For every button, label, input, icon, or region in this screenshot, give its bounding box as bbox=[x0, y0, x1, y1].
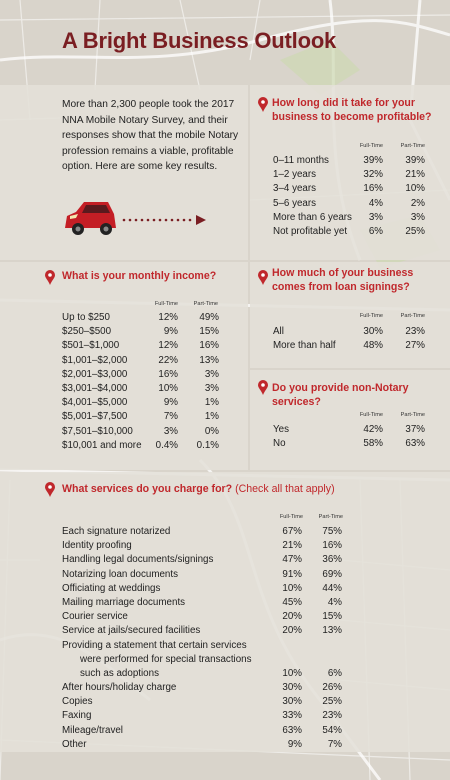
question-profitable: How long did it take for your business to become profitable? bbox=[272, 97, 432, 123]
table-row bbox=[62, 354, 242, 368]
value-part-time: 10% bbox=[405, 183, 425, 195]
value-part-time: 23% bbox=[405, 326, 425, 337]
table-row bbox=[62, 382, 242, 396]
question-services-text: What services do you charge for? bbox=[62, 483, 233, 495]
row-label: Other bbox=[62, 738, 87, 750]
value-part-time: 15% bbox=[199, 326, 219, 338]
value-part-time: 7% bbox=[327, 738, 342, 750]
value-full-time: 0.4% bbox=[155, 439, 178, 451]
value-full-time: 47% bbox=[282, 554, 302, 566]
value-part-time: 49% bbox=[199, 312, 219, 323]
header-part-time: Part-Time bbox=[318, 514, 343, 520]
value-full-time: 30% bbox=[282, 696, 302, 708]
row-label: 1–2 years bbox=[273, 169, 317, 181]
header-part-time: Part-Time bbox=[400, 412, 425, 418]
table-row bbox=[62, 653, 352, 667]
table-row bbox=[62, 539, 352, 553]
value-full-time: 3% bbox=[163, 425, 178, 437]
header-full-time: Full-Time bbox=[359, 313, 383, 319]
row-label: Handling legal documents/signings bbox=[62, 554, 214, 566]
table-row bbox=[273, 197, 443, 211]
row-label: Notarizing loan documents bbox=[62, 568, 178, 580]
value-full-time: 4% bbox=[368, 197, 383, 209]
row-label: $10,001 and more bbox=[62, 439, 142, 451]
value-full-time: 45% bbox=[282, 596, 302, 608]
arrow-right-icon bbox=[196, 215, 206, 225]
table-row bbox=[62, 681, 352, 695]
row-label: Up to $250 bbox=[62, 312, 110, 323]
table-row bbox=[62, 425, 242, 439]
table-nonnotary bbox=[273, 423, 443, 451]
value-full-time: 10% bbox=[282, 582, 302, 594]
value-part-time: 26% bbox=[322, 682, 342, 694]
value-full-time: 7% bbox=[163, 411, 178, 423]
value-part-time: 54% bbox=[322, 724, 342, 736]
row-label: such as adoptions bbox=[80, 667, 159, 679]
table-row bbox=[62, 553, 352, 567]
value-part-time: 1% bbox=[204, 397, 219, 409]
row-label: More than 6 years bbox=[273, 211, 352, 223]
table-row bbox=[62, 439, 242, 453]
value-part-time: 6% bbox=[327, 667, 342, 679]
table-row bbox=[273, 168, 443, 182]
header-part-time: Part-Time bbox=[193, 301, 218, 307]
value-full-time: 33% bbox=[282, 710, 302, 722]
table-row bbox=[273, 182, 443, 196]
value-full-time: 10% bbox=[282, 667, 302, 679]
row-label: Copies bbox=[62, 696, 93, 708]
value-full-time: 9% bbox=[287, 738, 302, 750]
car-icon bbox=[62, 196, 212, 246]
header-full-time: Full-Time bbox=[279, 514, 303, 520]
value-full-time: 22% bbox=[158, 354, 178, 366]
row-label: Yes bbox=[273, 424, 289, 435]
row-label: Identity proofing bbox=[62, 540, 132, 552]
table-row bbox=[62, 639, 352, 653]
table-row bbox=[273, 211, 443, 225]
question-income: What is your monthly income? bbox=[62, 270, 217, 282]
value-full-time: 3% bbox=[368, 211, 383, 223]
intro-text: More than 2,300 people took the 2017 NNA Mobile Notary Survey, and their responses show that the mobile Notary profession remains a viable, profitable option. Here are some key results. bbox=[62, 99, 239, 172]
row-label: Providing a statement that certain services bbox=[62, 639, 247, 651]
row-label: Courier service bbox=[62, 611, 128, 623]
value-part-time: 4% bbox=[327, 596, 342, 608]
value-part-time: 27% bbox=[405, 340, 425, 352]
table-profitable bbox=[273, 154, 443, 239]
table-row bbox=[62, 738, 352, 752]
table-row bbox=[273, 423, 443, 437]
row-label: $2,001–$3,000 bbox=[62, 368, 128, 380]
question-nonnotary: Do you provide non-Notary services? bbox=[272, 382, 409, 408]
row-label: Not profitable yet bbox=[273, 225, 348, 237]
value-full-time: 16% bbox=[363, 183, 383, 195]
table-row bbox=[273, 339, 443, 353]
value-part-time: 16% bbox=[322, 540, 342, 552]
row-label: were performed for special transactions bbox=[80, 653, 252, 665]
row-label: All bbox=[273, 326, 284, 337]
value-part-time: 23% bbox=[322, 710, 342, 722]
value-part-time: 25% bbox=[405, 225, 425, 237]
value-part-time: 2% bbox=[410, 197, 425, 209]
row-label: Mailing marriage documents bbox=[62, 596, 186, 608]
value-full-time: 9% bbox=[163, 326, 178, 338]
value-part-time: 13% bbox=[322, 625, 342, 637]
map-pin-icon bbox=[258, 270, 268, 285]
table-row bbox=[273, 154, 443, 168]
header-full-time: Full-Time bbox=[154, 301, 178, 307]
header-part-time: Part-Time bbox=[400, 313, 425, 319]
table-services bbox=[62, 525, 352, 752]
table-row bbox=[62, 695, 352, 709]
table-row bbox=[62, 410, 242, 424]
header-part-time: Part-Time bbox=[400, 143, 425, 149]
question-loan: How much of your business comes from loan signings? bbox=[272, 267, 414, 293]
value-part-time: 75% bbox=[322, 526, 342, 537]
question-services bbox=[62, 482, 392, 496]
map-pin-icon bbox=[258, 380, 268, 395]
header-full-time: Full-Time bbox=[359, 143, 383, 149]
value-full-time: 12% bbox=[158, 340, 178, 352]
value-part-time: 3% bbox=[410, 211, 425, 223]
page-title: A Bright Business Outlook bbox=[62, 28, 337, 53]
value-full-time: 39% bbox=[363, 155, 383, 166]
map-pin-icon bbox=[45, 482, 55, 497]
value-part-time: 13% bbox=[199, 354, 219, 366]
table-row bbox=[62, 339, 242, 353]
map-pin-icon bbox=[45, 270, 55, 285]
row-label: Each signature notarized bbox=[62, 526, 171, 537]
value-full-time: 9% bbox=[163, 397, 178, 409]
value-part-time: 3% bbox=[204, 368, 219, 380]
table-row bbox=[62, 568, 352, 582]
row-label: $7,501–$10,000 bbox=[62, 425, 133, 437]
row-label: After hours/holiday charge bbox=[62, 682, 177, 694]
table-row bbox=[62, 596, 352, 610]
table-row bbox=[62, 582, 352, 596]
row-label: 5–6 years bbox=[273, 197, 317, 209]
table-row bbox=[62, 667, 352, 681]
value-part-time: 37% bbox=[405, 424, 425, 435]
header-full-time: Full-Time bbox=[359, 412, 383, 418]
table-row bbox=[273, 437, 443, 451]
value-full-time: 12% bbox=[158, 312, 178, 323]
row-label: $250–$500 bbox=[62, 326, 112, 338]
table-loan bbox=[273, 325, 443, 353]
table-row bbox=[62, 724, 352, 738]
table-row bbox=[62, 709, 352, 723]
value-part-time: 63% bbox=[405, 438, 425, 450]
table-row bbox=[62, 624, 352, 638]
question-services-note: (Check all that apply) bbox=[235, 483, 335, 495]
value-part-time: 39% bbox=[405, 155, 425, 166]
value-part-time: 15% bbox=[322, 611, 342, 623]
table-income bbox=[62, 311, 242, 453]
table-row bbox=[62, 525, 352, 539]
value-part-time: 44% bbox=[322, 582, 342, 594]
value-full-time: 30% bbox=[363, 326, 383, 337]
table-row bbox=[273, 225, 443, 239]
value-full-time: 32% bbox=[363, 169, 383, 181]
row-label: 0–11 months bbox=[273, 155, 329, 166]
row-label: 3–4 years bbox=[273, 183, 317, 195]
value-part-time: 36% bbox=[322, 554, 342, 566]
row-label: $1,001–$2,000 bbox=[62, 354, 128, 366]
map-pin-icon bbox=[258, 97, 268, 112]
value-full-time: 48% bbox=[363, 340, 383, 352]
value-part-time: 3% bbox=[204, 382, 219, 394]
value-full-time: 10% bbox=[158, 382, 178, 394]
table-row bbox=[62, 311, 242, 325]
row-label: No bbox=[273, 438, 286, 450]
value-full-time: 58% bbox=[363, 438, 383, 450]
value-full-time: 30% bbox=[282, 682, 302, 694]
row-label: $4,001–$5,000 bbox=[62, 397, 128, 409]
value-part-time: 1% bbox=[204, 411, 219, 423]
row-label: $501–$1,000 bbox=[62, 340, 120, 352]
value-full-time: 21% bbox=[282, 540, 302, 552]
row-label: Service at jails/secured facilities bbox=[62, 625, 201, 637]
value-full-time: 67% bbox=[282, 526, 302, 537]
value-full-time: 6% bbox=[368, 225, 383, 237]
value-part-time: 21% bbox=[405, 169, 425, 181]
value-part-time: 0% bbox=[204, 425, 219, 437]
value-full-time: 20% bbox=[282, 625, 302, 637]
value-part-time: 16% bbox=[199, 340, 219, 352]
table-row bbox=[62, 368, 242, 382]
table-row bbox=[62, 610, 352, 624]
value-full-time: 20% bbox=[282, 611, 302, 623]
table-row bbox=[273, 325, 443, 339]
row-label: Officiating at weddings bbox=[62, 582, 161, 594]
value-full-time: 63% bbox=[282, 724, 302, 736]
value-part-time: 0.1% bbox=[196, 439, 219, 451]
row-label: More than half bbox=[273, 340, 336, 352]
value-full-time: 16% bbox=[158, 368, 178, 380]
table-row bbox=[62, 325, 242, 339]
row-label: Mileage/travel bbox=[62, 724, 123, 736]
value-part-time: 69% bbox=[322, 568, 342, 580]
table-row bbox=[62, 396, 242, 410]
row-label: $5,001–$7,500 bbox=[62, 411, 128, 423]
row-label: $3,001–$4,000 bbox=[62, 382, 128, 394]
value-full-time: 91% bbox=[282, 568, 302, 580]
row-label: Faxing bbox=[62, 710, 92, 722]
value-full-time: 42% bbox=[363, 424, 383, 435]
value-part-time: 25% bbox=[322, 696, 342, 708]
